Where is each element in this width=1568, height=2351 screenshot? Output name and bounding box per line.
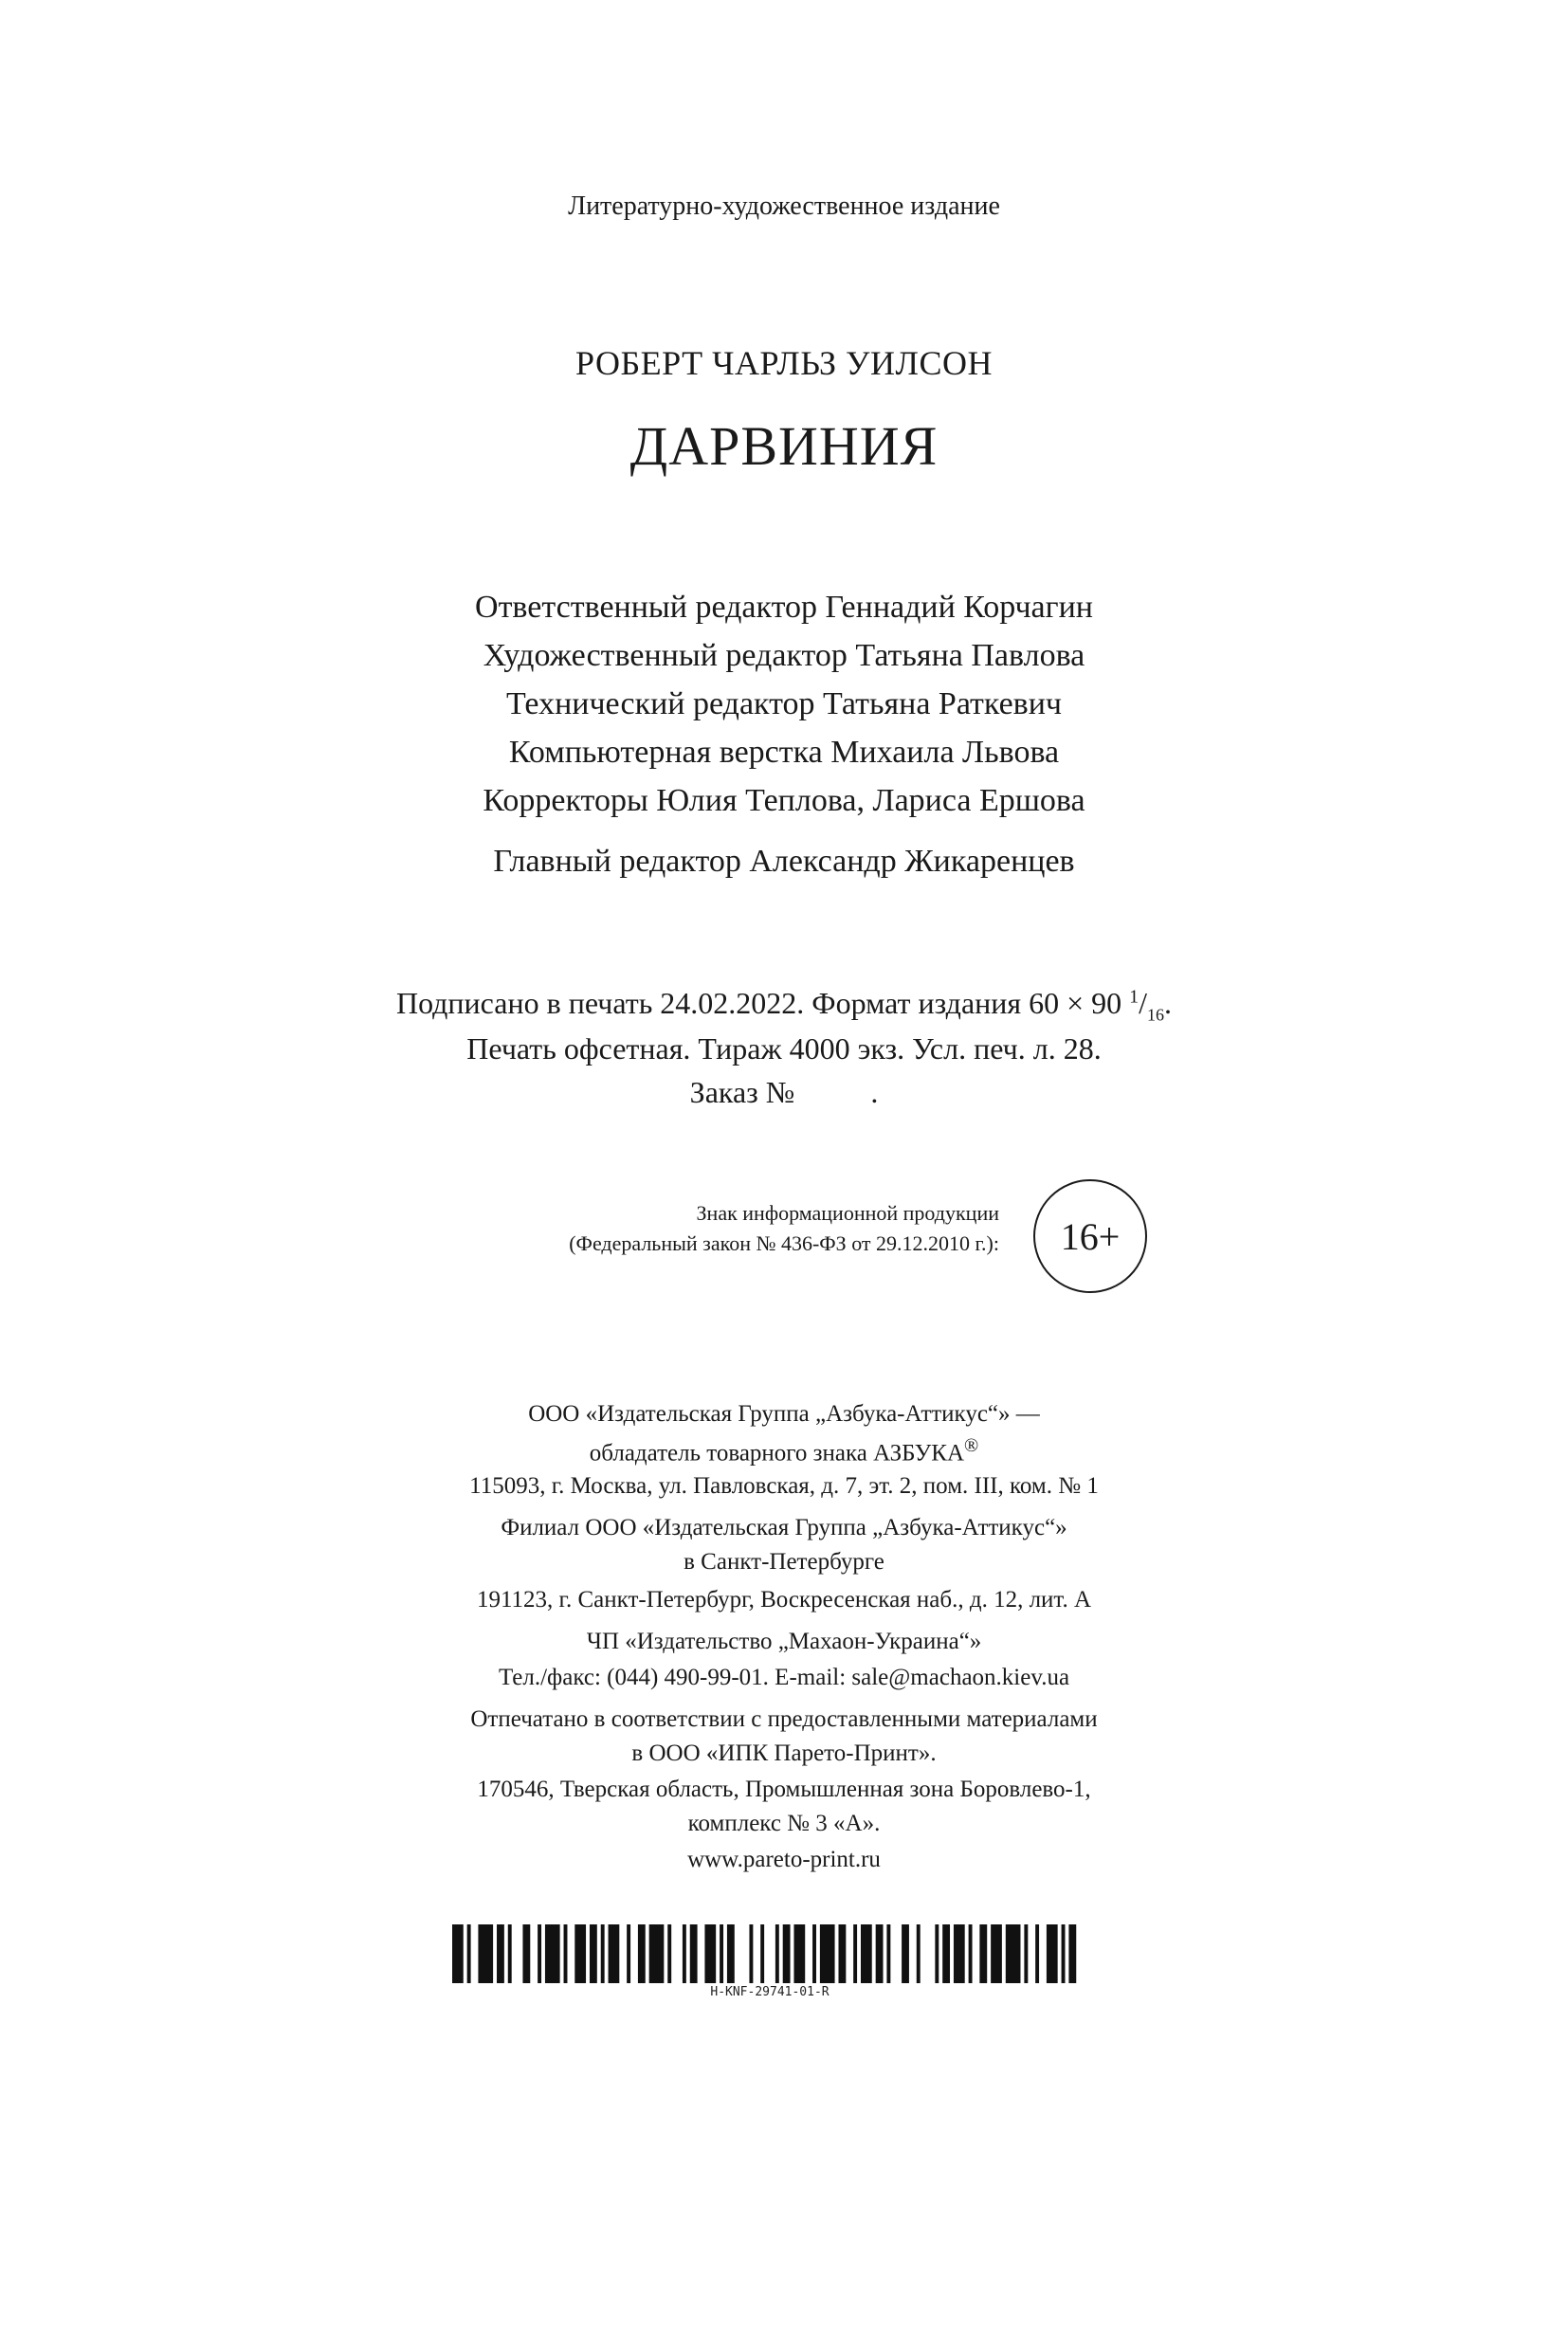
barcode — [452, 1924, 1087, 2000]
ukraine-contacts: Тел./факс: (044) 490-99-01. E-mail: sale@machaon.kiev.ua — [498, 1665, 1070, 1690]
barcode-bar — [720, 1924, 723, 1983]
barcode-bar — [704, 1924, 716, 1983]
age-rating-law-line: (Федеральный закон № 436-ФЗ от 29.12.2010 г.): — [569, 1231, 999, 1255]
barcode-bar — [942, 1924, 950, 1983]
barcode-bar — [478, 1924, 493, 1983]
barcode-bar — [1035, 1924, 1039, 1983]
barcode-label: H-KNF-29741-01-R — [710, 1985, 830, 1999]
barcode-bar — [601, 1924, 605, 1983]
book-title: ДАРВИНИЯ — [629, 415, 939, 477]
barcode-bar — [545, 1924, 560, 1983]
barcode-bar — [969, 1924, 973, 1983]
barcode-bar — [820, 1924, 835, 1983]
barcode-bar — [760, 1924, 764, 1983]
printer-note: Отпечатано в соответствии с предоставленными материалами — [470, 1706, 1098, 1732]
barcode-bar — [749, 1924, 753, 1983]
credit-line: Ответственный редактор Геннадий Корчагин — [475, 590, 1093, 625]
barcode-bar — [775, 1924, 779, 1983]
barcode-bar — [853, 1924, 857, 1983]
barcode-bar — [917, 1924, 921, 1983]
barcode-bar — [497, 1924, 504, 1983]
barcode-bars — [452, 1924, 1087, 1983]
barcode-bar — [452, 1924, 464, 1983]
print-format-line: Подписано в печать 24.02.2022. Формат издания 60 × 90 $^1/_{16}$. — [395, 986, 1173, 1025]
registered-trademark-icon: ® — [964, 1435, 979, 1456]
barcode-bar — [683, 1924, 686, 1983]
barcode-bar — [627, 1924, 630, 1983]
edition-type: Литературно-художественное издание — [568, 191, 1000, 221]
barcode-bar — [902, 1924, 909, 1983]
barcode-bar — [1062, 1924, 1066, 1983]
credit-line: Художественный редактор Татьяна Павлова — [483, 638, 1085, 673]
barcode-bar — [979, 1924, 987, 1983]
barcode-bar — [1006, 1924, 1021, 1983]
age-rating-badge: 16+ — [1033, 1179, 1147, 1293]
print-run-line: Печать офсетная. Тираж 4000 экз. Усл. печ. л. 28. — [466, 1031, 1102, 1066]
barcode-bar — [609, 1924, 620, 1983]
barcode-bar — [783, 1924, 791, 1983]
format-fraction-denominator: 16 — [1147, 1005, 1165, 1025]
age-rating-block — [0, 1164, 1568, 1287]
branch-address: 191123, г. Санкт-Петербург, Воскресенская наб., д. 12, лит. А — [476, 1587, 1092, 1613]
credit-line: Компьютерная верстка Михаила Львова — [508, 735, 1060, 770]
branch-city: в Санкт-Петербурге — [684, 1549, 884, 1575]
barcode-bar — [793, 1924, 805, 1983]
trademark-line — [0, 1435, 1568, 1467]
trademark-text: обладатель товарного знака АЗБУКА — [589, 1440, 965, 1467]
barcode-bar — [1024, 1924, 1028, 1983]
printer-name: в ООО «ИПК Парето-Принт». — [631, 1740, 937, 1766]
credit-line: Главный редактор Александр Жикаренцев — [493, 844, 1075, 879]
publisher-address: 115093, г. Москва, ул. Павловская, д. 7, эт. 2, пом. III, ком. № 1 — [469, 1473, 1099, 1499]
barcode-bar — [886, 1924, 890, 1983]
barcode-bar — [467, 1924, 471, 1983]
age-rating-label-line: Знак информационной продукции — [696, 1201, 999, 1225]
branch-line: Филиал ООО «Издательская Группа „Азбука-Аттикус“» — [501, 1515, 1067, 1540]
barcode-bar — [590, 1924, 597, 1983]
ukraine-publisher: ЧП «Издательство „Махаон-Украина“» — [586, 1629, 982, 1654]
barcode-bar — [935, 1924, 939, 1983]
barcode-bar — [861, 1924, 872, 1983]
printer-address: 170546, Тверская область, Промышленная зона Боровлево-1, — [477, 1777, 1091, 1802]
printer-address-complex: комплекс № 3 «А». — [687, 1811, 881, 1836]
barcode-bar — [667, 1924, 671, 1983]
printer-website: www.pareto-print.ru — [687, 1847, 881, 1872]
publisher-line: ООО «Издательская Группа „Азбука-Аттикус“» — — [528, 1401, 1040, 1427]
print-format-text: Подписано в печать 24.02.2022. Формат издания 60 × 90 — [395, 986, 1130, 1020]
credit-line: Корректоры Юлия Теплова, Лариса Ершова — [483, 783, 1085, 818]
barcode-bar — [727, 1924, 735, 1983]
author-name: РОБЕРТ ЧАРЛЬЗ УИЛСОН — [575, 344, 993, 382]
credit-line: Технический редактор Татьяна Раткевич — [505, 686, 1063, 721]
format-fraction-numerator: 1 — [1129, 986, 1140, 1008]
barcode-bar — [522, 1924, 530, 1983]
barcode-bar — [876, 1924, 884, 1983]
barcode-bar — [638, 1924, 646, 1983]
barcode-bar — [954, 1924, 965, 1983]
barcode-bar — [1068, 1924, 1076, 1983]
barcode-bar — [538, 1924, 541, 1983]
barcode-bar — [574, 1924, 586, 1983]
barcode-bar — [508, 1924, 512, 1983]
order-number-line: Заказ № . — [689, 1075, 879, 1109]
age-rating-label — [317, 1198, 999, 1259]
barcode-bar — [812, 1924, 816, 1983]
barcode-bar — [564, 1924, 568, 1983]
barcode-bar — [1047, 1924, 1058, 1983]
barcode-bar — [649, 1924, 665, 1983]
barcode-bar — [991, 1924, 1002, 1983]
barcode-bar — [838, 1924, 846, 1983]
barcode-bar — [690, 1924, 698, 1983]
